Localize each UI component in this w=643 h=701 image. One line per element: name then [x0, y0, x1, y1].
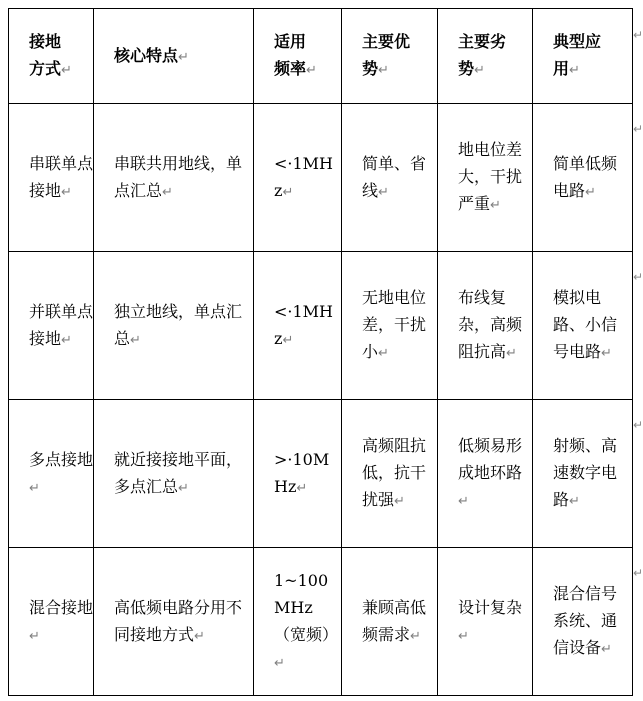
cell-text: 并联单点接地	[29, 301, 94, 348]
cell-text: 兼顾高低频需求	[362, 597, 427, 644]
paragraph-mark-icon: ↵	[29, 628, 40, 644]
row-end-mark-icon: ↵	[633, 566, 643, 580]
table-cell-frequency	[254, 548, 342, 696]
cell-text: 独立地线，单点汇总	[114, 301, 243, 348]
table-cell-disadvantages	[438, 548, 533, 696]
paragraph-mark-icon: ↵	[130, 332, 141, 348]
paragraph-mark-icon: ↵	[569, 494, 580, 509]
header-method-line1: 接地	[29, 32, 62, 51]
row-end-mark-icon: ↵	[633, 122, 643, 136]
cell-text: 设计复杂	[458, 597, 523, 617]
paragraph-mark-icon: ↵	[506, 346, 517, 361]
header-cell-frequency	[254, 9, 342, 104]
table-cell-frequency	[254, 104, 342, 252]
cell-text: 高频阻抗低，抗干扰强	[362, 436, 427, 509]
table-cell-method	[9, 400, 94, 548]
paragraph-mark-icon: ↵	[61, 332, 72, 348]
header-cell-disadvantages	[438, 9, 533, 104]
cell-text: 串联单点接地	[29, 153, 94, 200]
cell-text: 简单低频电路	[553, 153, 618, 200]
cell-text: 串联共用地线，单点汇总	[114, 153, 243, 200]
table-cell-applications	[533, 400, 633, 548]
header-features-line1: 核心特点	[114, 45, 179, 65]
table-cell-features	[94, 104, 254, 252]
cell-text: 混合信号系统、通信设备	[553, 584, 618, 657]
paragraph-mark-icon: ↵	[601, 346, 612, 361]
paragraph-mark-icon: ↵	[282, 184, 294, 200]
table-cell-applications	[533, 548, 633, 696]
row-end-mark-icon: ↵	[633, 418, 643, 432]
cell-text: 射频、高速数字电路	[553, 436, 618, 509]
header-cell-applications	[533, 9, 633, 104]
paragraph-mark-icon: ↵	[458, 628, 469, 644]
paragraph-mark-icon: ↵	[490, 198, 501, 213]
table-cell-features	[94, 252, 254, 400]
cell-text: 低频易形成地环路	[458, 436, 523, 482]
table-cell-method	[9, 548, 94, 696]
table-cell-features	[94, 548, 254, 696]
table-cell-advantages	[342, 400, 438, 548]
paragraph-mark-icon: ↵	[378, 346, 389, 361]
paragraph-mark-icon: ↵	[61, 63, 72, 78]
paragraph-mark-icon: ↵	[178, 480, 189, 496]
header-advantages-line2: 势	[362, 59, 379, 78]
header-applications-line2: 用	[553, 59, 570, 78]
cell-text: <·1MHz	[274, 153, 334, 200]
header-cell-method	[9, 9, 94, 104]
table-cell-advantages	[342, 548, 438, 696]
table-row	[9, 252, 633, 400]
table-cell-frequency	[254, 252, 342, 400]
cell-text: 就近接接地平面，多点汇总	[114, 449, 243, 496]
paragraph-mark-icon: ↵	[378, 63, 389, 78]
paragraph-mark-icon: ↵	[458, 494, 469, 509]
table-cell-method	[9, 252, 94, 400]
cell-text: 布线复杂，高频阻抗高	[458, 288, 523, 361]
table-row	[9, 400, 633, 548]
header-disadvantages-line1: 主要劣	[458, 32, 507, 51]
paragraph-mark-icon: ↵	[394, 494, 405, 509]
table-cell-frequency	[254, 400, 342, 548]
header-frequency-line2: 频率	[274, 59, 307, 78]
table-cell-features	[94, 400, 254, 548]
cell-text: 混合接地	[29, 597, 94, 617]
paragraph-mark-icon: ↵	[296, 480, 308, 496]
header-advantages-line1: 主要优	[362, 32, 411, 51]
table-cell-applications	[533, 104, 633, 252]
paragraph-mark-icon: ↵	[410, 628, 421, 644]
paragraph-mark-icon: ↵	[601, 642, 612, 657]
cell-text: <·1MHz	[274, 301, 334, 348]
table-cell-advantages	[342, 104, 438, 252]
cell-text: 地电位差大，干扰严重	[458, 140, 523, 213]
header-cell-features	[94, 9, 254, 104]
table-cell-disadvantages	[438, 400, 533, 548]
cell-text: 多点接地	[29, 449, 94, 469]
paragraph-mark-icon: ↵	[569, 63, 580, 78]
paragraph-mark-icon: ↵	[162, 184, 173, 200]
paragraph-mark-icon: ↵	[178, 49, 189, 65]
paragraph-mark-icon: ↵	[194, 628, 205, 644]
cell-text: 1~100MHz（宽频）	[274, 570, 339, 644]
paragraph-mark-icon: ↵	[29, 480, 40, 496]
header-frequency-line1: 适用	[274, 32, 307, 51]
table-cell-disadvantages	[438, 104, 533, 252]
row-end-mark-icon: ↵	[633, 270, 643, 284]
table-cell-advantages	[342, 252, 438, 400]
cell-text: 模拟电路、小信号电路	[553, 288, 618, 361]
table-cell-applications	[533, 252, 633, 400]
paragraph-mark-icon: ↵	[306, 63, 317, 78]
header-applications-line1: 典型应	[553, 32, 602, 51]
cell-text: >·10MHz	[274, 449, 330, 496]
row-end-mark-icon: ↵	[633, 28, 643, 42]
paragraph-mark-icon: ↵	[474, 63, 485, 78]
table-cell-disadvantages	[438, 252, 533, 400]
table-row	[9, 104, 633, 252]
paragraph-mark-icon: ↵	[378, 184, 389, 200]
grounding-methods-table	[8, 8, 633, 696]
paragraph-mark-icon: ↵	[282, 332, 294, 348]
table-row	[9, 548, 633, 696]
cell-text: 简单、省线	[362, 153, 427, 200]
paragraph-mark-icon: ↵	[585, 184, 596, 200]
header-method-line2: 方式	[29, 59, 62, 78]
cell-text: 高低频电路分用不同接地方式	[114, 597, 243, 644]
table-cell-method	[9, 104, 94, 252]
paragraph-mark-icon: ↵	[274, 655, 285, 671]
header-row	[9, 9, 633, 104]
header-disadvantages-line2: 势	[458, 59, 475, 78]
cell-text: 无地电位差，干扰小	[362, 288, 427, 361]
header-cell-advantages	[342, 9, 438, 104]
paragraph-mark-icon: ↵	[61, 184, 72, 200]
